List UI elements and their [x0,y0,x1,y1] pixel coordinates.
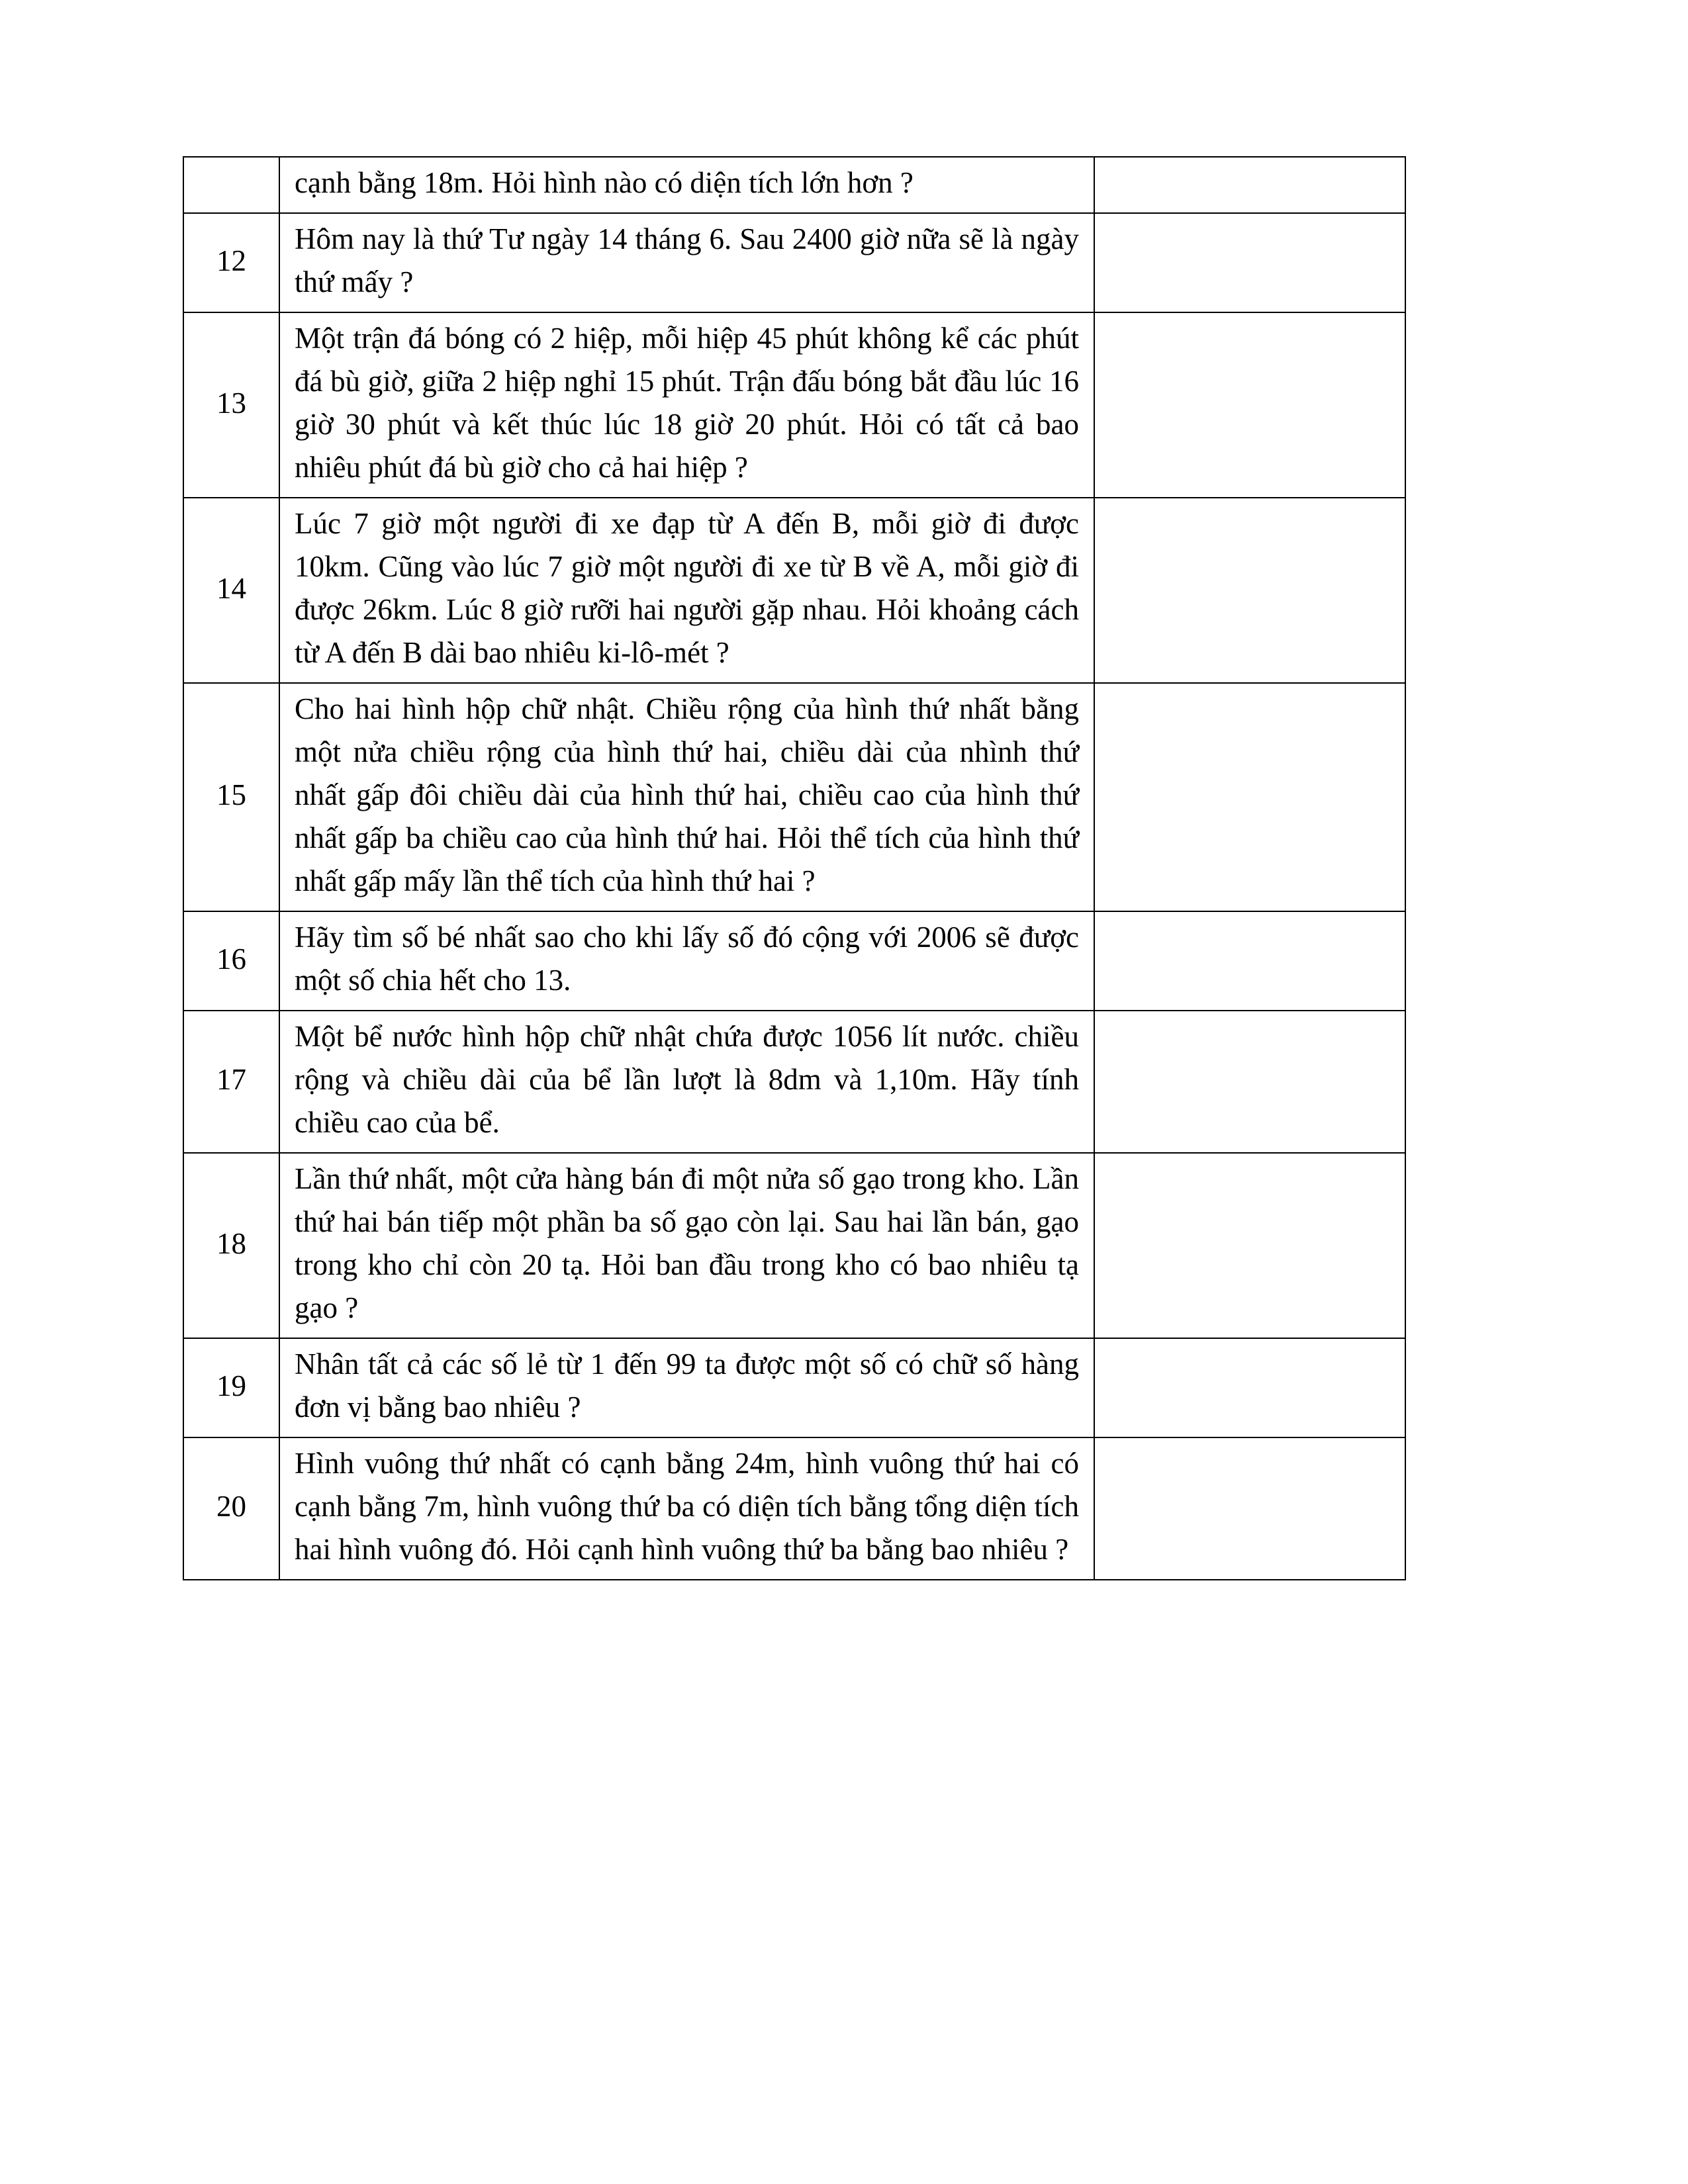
problem-text: Cho hai hình hộp chữ nhật. Chiều rộng của hình thứ nhất bằng một nửa chiều rộng của hình thứ hai, chiều dài của nhình thứ nhất gấp đôi chiều dài của hình thứ hai, chiều cao của hình thứ nhất gấp ba chiều cao của hình thứ hai. Hỏi thể tích của hình thứ nhất gấp mấy lần thể tích của hình thứ hai ? [279,683,1094,911]
problem-number: 13 [183,312,279,498]
problem-number: 20 [183,1437,279,1580]
answer-cell[interactable] [1094,157,1405,213]
problem-text: Một trận đá bóng có 2 hiệp, mỗi hiệp 45 phút không kể các phút đá bù giờ, giữa 2 hiệp nghỉ 15 phút. Trận đấu bóng bắt đầu lúc 16 giờ 30 phút và kết thúc lúc 18 giờ 20 phút. Hỏi có tất cả bao nhiêu phút đá bù giờ cho cả hai hiệp ? [279,312,1094,498]
answer-cell[interactable] [1094,498,1405,683]
table-row [183,1153,1405,1338]
problem-number: 15 [183,683,279,911]
answer-cell[interactable] [1094,1338,1405,1437]
table-row [183,1437,1405,1580]
answer-cell[interactable] [1094,911,1405,1011]
answer-cell[interactable] [1094,1153,1405,1338]
problem-number: 14 [183,498,279,683]
problem-text: Lúc 7 giờ một người đi xe đạp từ A đến B, mỗi giờ đi được 10km. Cũng vào lúc 7 giờ một người đi xe từ B về A, mỗi giờ đi được 26km. Lúc 8 giờ rưỡi hai người gặp nhau. Hỏi khoảng cách từ A đến B dài bao nhiêu ki-lô-mét ? [279,498,1094,683]
table-row [183,157,1405,213]
answer-cell[interactable] [1094,1011,1405,1153]
problem-number [183,157,279,213]
table-row [183,213,1405,312]
table-row [183,683,1405,911]
answer-cell[interactable] [1094,312,1405,498]
answer-cell[interactable] [1094,1437,1405,1580]
problem-number: 17 [183,1011,279,1153]
problem-text: Một bể nước hình hộp chữ nhật chứa được 1056 lít nước. chiều rộng và chiều dài của bể lần lượt là 8dm và 1,10m. Hãy tính chiều cao của bể. [279,1011,1094,1153]
problem-text: Nhân tất cả các số lẻ từ 1 đến 99 ta được một số có chữ số hàng đơn vị bằng bao nhiêu ? [279,1338,1094,1437]
problems-table [183,156,1406,1580]
table-row [183,498,1405,683]
problem-number: 12 [183,213,279,312]
problem-number: 19 [183,1338,279,1437]
problem-number: 16 [183,911,279,1011]
problem-text: cạnh bằng 18m. Hỏi hình nào có diện tích lớn hơn ? [279,157,1094,213]
problem-text: Hôm nay là thứ Tư ngày 14 tháng 6. Sau 2400 giờ nữa sẽ là ngày thứ mấy ? [279,213,1094,312]
problem-text: Hãy tìm số bé nhất sao cho khi lấy số đó cộng với 2006 sẽ được một số chia hết cho 13. [279,911,1094,1011]
table-row [183,1011,1405,1153]
problem-number: 18 [183,1153,279,1338]
answer-cell[interactable] [1094,683,1405,911]
table-row [183,1338,1405,1437]
problem-text: Hình vuông thứ nhất có cạnh bằng 24m, hình vuông thứ hai có cạnh bằng 7m, hình vuông thứ ba có diện tích bằng tổng diện tích hai hình vuông đó. Hỏi cạnh hình vuông thứ ba bằng bao nhiêu ? [279,1437,1094,1580]
table-row [183,911,1405,1011]
problem-text: Lần thứ nhất, một cửa hàng bán đi một nửa số gạo trong kho. Lần thứ hai bán tiếp một phần ba số gạo còn lại. Sau hai lần bán, gạo trong kho chỉ còn 20 tạ. Hỏi ban đầu trong kho có bao nhiêu tạ gạo ? [279,1153,1094,1338]
answer-cell[interactable] [1094,213,1405,312]
table-row [183,312,1405,498]
